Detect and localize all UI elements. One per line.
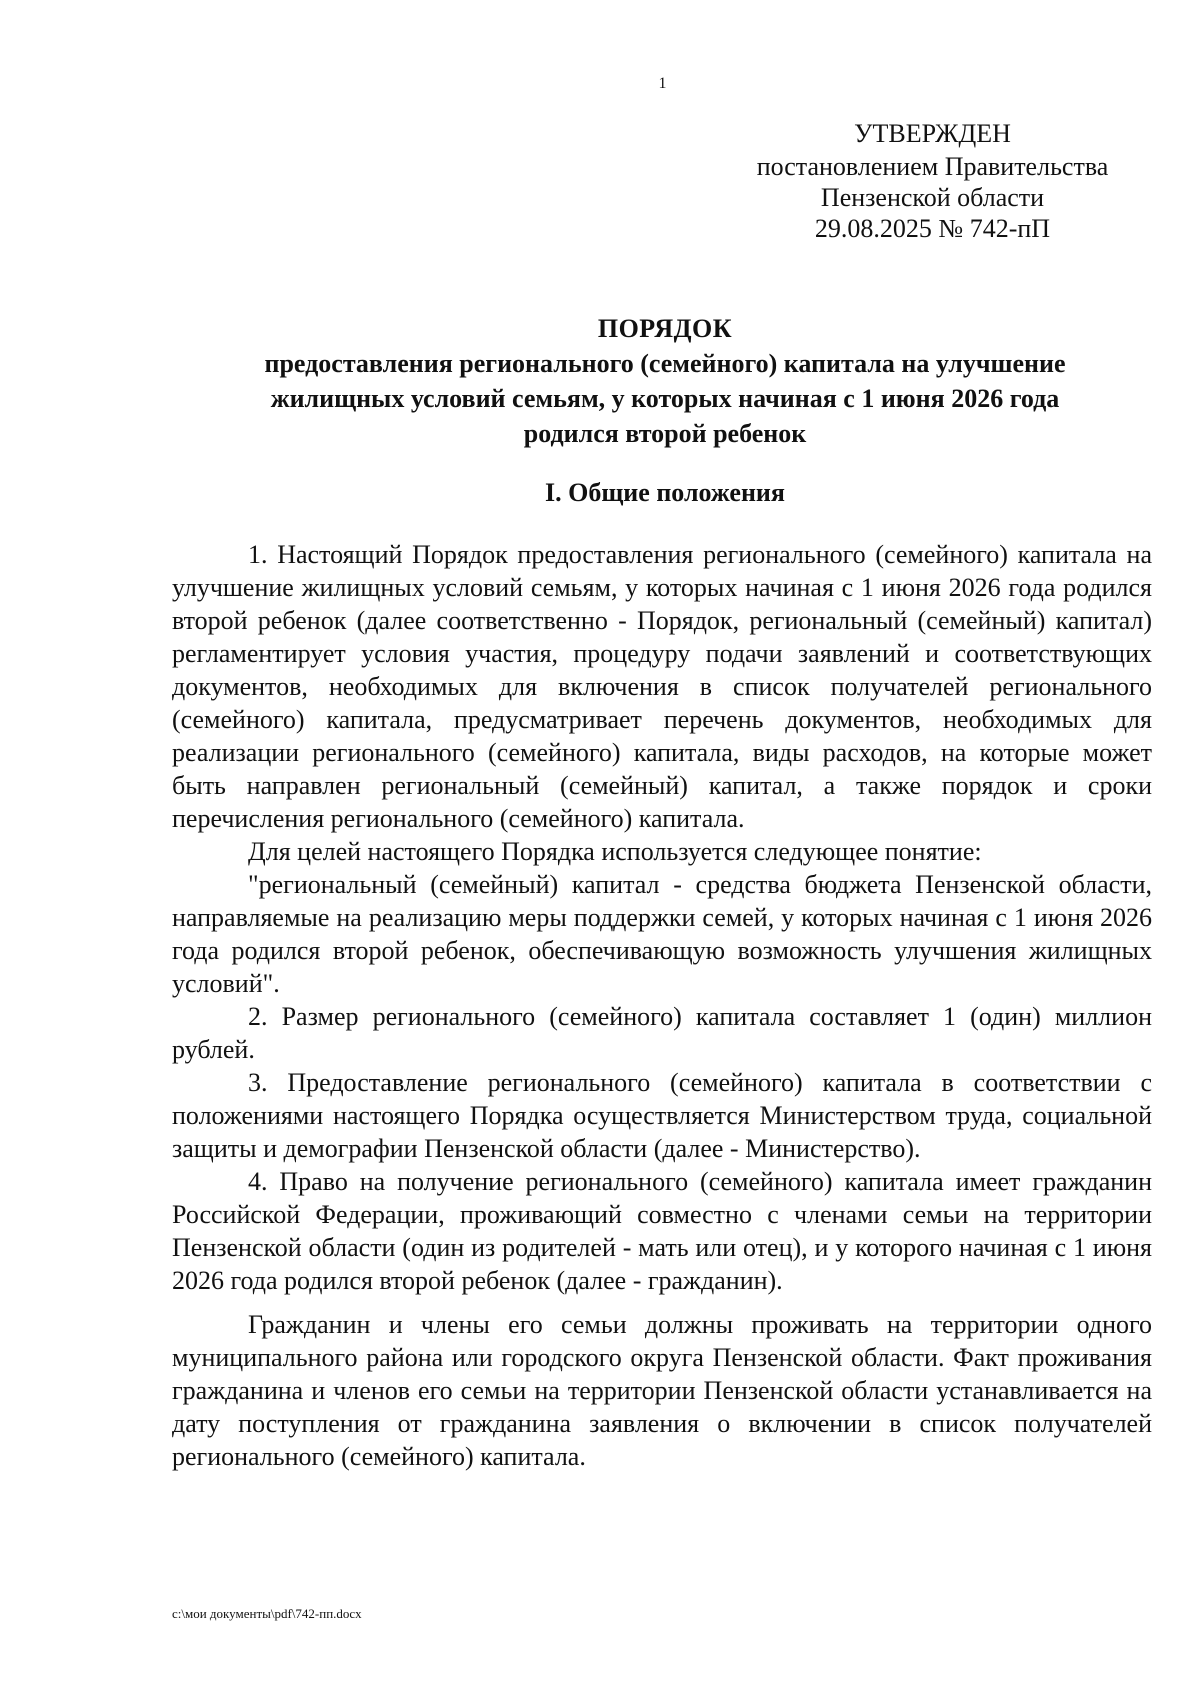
paragraph: 4. Право на получение регионального (семейного) капитала имеет гражданин Российской Федерации, проживающий совместно с членами семьи на территории Пензенской области (один из родителей - мать или отец), и у которого начиная с 1 июня 2026 года родился второй ребенок (далее - гражданин).: [172, 1167, 1152, 1295]
section-heading: I. Общие положения: [545, 478, 785, 507]
approval-line: постановлением Правительства: [756, 152, 1109, 181]
document-subtitle-line: родился второй ребенок: [523, 419, 807, 448]
approval-title: УТВЕРЖДЕН: [854, 119, 1011, 148]
paragraph: 3. Предоставление регионального (семейного) капитала в соответствии с положениями настоящего Порядка осуществляется Министерством труда, социальной защиты и демографии Пензенской области (далее - Министерство).: [172, 1068, 1152, 1163]
paragraph: Гражданин и члены его семьи должны проживать на территории одного муниципального района или городского округа Пензенской области. Факт проживания гражданина и членов его семьи на территории Пензенской области устанавливается на дату поступления от гражданина заявления о включении в список получателей регионального (семейного) капитала.: [172, 1310, 1152, 1471]
approval-line: 29.08.2025 № 742-пП: [814, 214, 1051, 243]
document-subtitle-line: предоставления регионального (семейного) капитала на улучшение: [264, 349, 1066, 378]
paragraph: Для целей настоящего Порядка используется следующее понятие:: [248, 837, 982, 866]
document-title: ПОРЯДОК: [597, 314, 733, 343]
paragraph: 2. Размер регионального (семейного) капитала составляет 1 (один) миллион рублей.: [172, 1002, 1152, 1064]
footer-file-path: c:\мои документы\pdf\742-пп.docx: [172, 1606, 362, 1621]
document-body: [172, 538, 1152, 1473]
paragraph: 1. Настоящий Порядок предоставления регионального (семейного) капитала на улучшение жилищных условий семьям, у которых начиная с 1 июня 2026 года родился второй ребенок (далее соответственно - Порядок, региональный (семейный) капитал) регламентирует условия участия, процедуру подачи заявлений и соответствующих документов, необходимых для включения в список получателей регионального (семейного) капитала, предусматривает перечень документов, необходимых для реализации регионального (семейного) капитала, виды расходов, на которые может быть направлен региональный (семейный) капитал, а также порядок и сроки перечисления регионального (семейного) капитала.: [172, 540, 1152, 833]
document-header: [170, 311, 1160, 451]
paragraph: "региональный (семейный) капитал - средства бюджета Пензенской области, направляемые на реализацию меры поддержки семей, у которых начиная с 1 июня 2026 года родился второй ребенок, обеспечивающую возможность улучшения жилищных условий".: [172, 870, 1152, 998]
approval-stamp-block: [720, 118, 1145, 244]
page-number: 1: [658, 75, 667, 92]
approval-line: Пензенской области: [820, 183, 1045, 212]
document-subtitle-line: жилищных условий семьям, у которых начиная с 1 июня 2026 года: [270, 384, 1060, 413]
